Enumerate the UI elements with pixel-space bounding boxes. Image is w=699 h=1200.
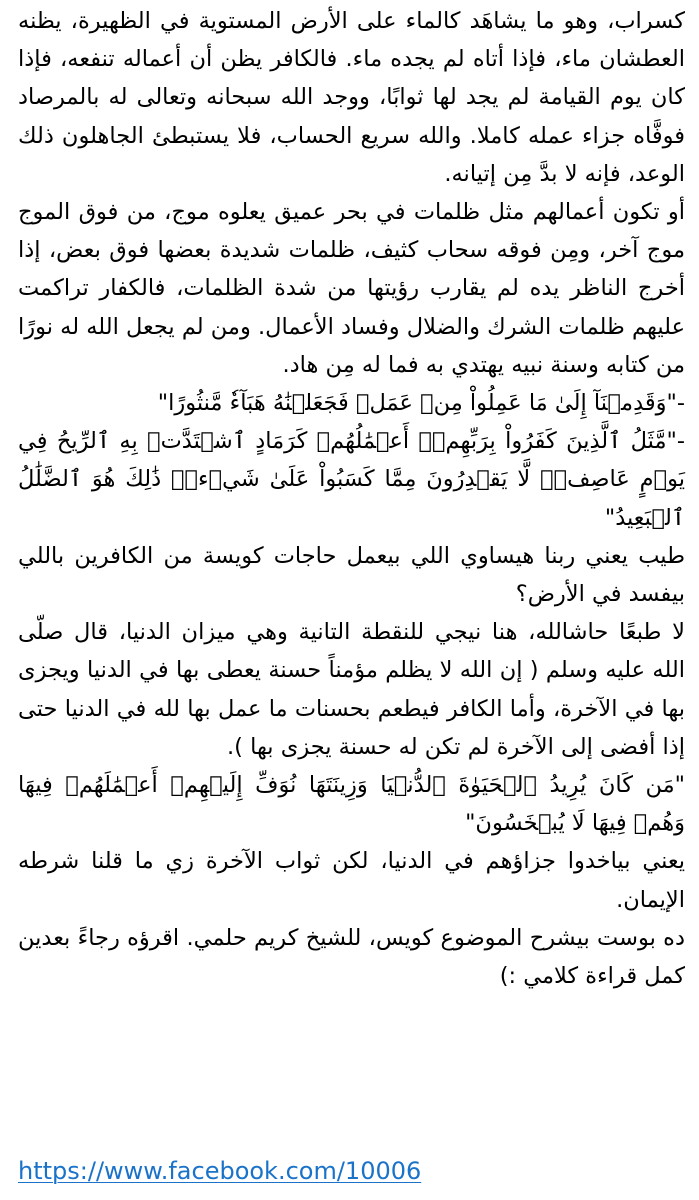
quran-verse-furqan: -"وَقَدِمۡنَآ إِلَىٰ مَا عَمِلُواْ مِنۡ عَمَلٖ فَجَعَلۡنَٰهُ هَبَآءٗ مَّنثُورًا" [157, 390, 685, 417]
paragraph-reward: يعني بياخدوا جزاؤهم في الدنيا، لكن ثواب الآخرة زي ما قلنا شرطه الإيمان. [18, 848, 685, 913]
quran-verse-ibrahim: -"مَّثَلُ ٱلَّذِينَ كَفَرُواْ بِرَبِّهِمۡۖ أَعۡمَٰلُهُمۡ كَرَمَادٍ ٱشۡتَدَّتۡ بِهِ ٱلرِّيحُ فِي يَوۡمٍ عَاصِفٖۖ لَّا يَقۡدِرُونَ مِمَّا كَسَبُواْ عَلَىٰ شَيۡءٖۚ ذَٰلِكَ هُوَ ٱلضَّلَٰلُ ٱلۡبَعِيدُ" [18, 428, 685, 531]
paragraph-darkness: أو تكون أعمالهم مثل ظلمات في بحر عميق يعلوه موج، من فوق الموج موج آخر، ومِن فوقه سحاب كثيف، ظلمات شديدة بعضها فوق بعض، إذا أخرج الناظر يده لم يقارب رؤيتها من شدة الظلمات، فالكفار تراكمت عليهم ظلمات الشرك والضلال وفساد الأعمال. ومن لم يجعل الله له نورًا من كتابه وسنة نبيه يهتدي به فما له مِن هاد. [17, 199, 685, 378]
quran-verse-hud: "مَن كَانَ يُرِيدُ ٱلۡحَيَوٰةَ ٱلدُّنۡيَا وَزِينَتَهَا نُوَفِّ إِلَيۡهِمۡ أَعۡمَٰلَهُمۡ فِيهَا وَهُمۡ فِيهَا لَا يُبۡخَسُونَ" [18, 772, 685, 837]
paragraph-post-reference: ده بوست بيشرح الموضوع كويس، للشيخ كريم حلمي. اقرؤه رجاءً بعدين كمل قراءة كلامي :) [18, 924, 685, 990]
paragraph-question: طيب يعني ربنا هيساوي اللي بيعمل حاجات كويسة من الكافرين باللي بيفسد في الأرض؟ [18, 542, 685, 608]
facebook-link[interactable]: https://www.facebook.com/10006 [18, 1157, 422, 1185]
paragraph-mirage: كسراب، وهو ما يشاهَد كالماء على الأرض المستوية في الظهيرة، يظنه العطشان ماء، فإذا أتاه لم يجده ماء. فالكافر يظن أن أعماله تنفعه، فإذا كان يوم القيامة لم يجد لها ثوابًا، ووجد الله سبحانه وتعالى له بالمرصاد فوفَّاه جزاء عمله كاملا. والله سريع الحساب، فلا يستبطئ الجاهلون ذلك الوعد، فإنه لا بدَّ مِن إتيانه. [18, 8, 685, 187]
paragraph-hadith: لا طبعًا حاشالله، هنا نيجي للنقطة التانية وهي ميزان الدنيا، قال صلّى الله عليه وسلم ( إن الله لا يظلم مؤمناً حسنة يعطى بها في الدنيا ويجزى بها في الآخرة، وأما الكافر فيطعم بحسنات ما عمل بها لله في الدنيا حتى إذا أفضى إلى الآخرة لم تكن له حسنة يجزى بها ). [18, 619, 685, 760]
